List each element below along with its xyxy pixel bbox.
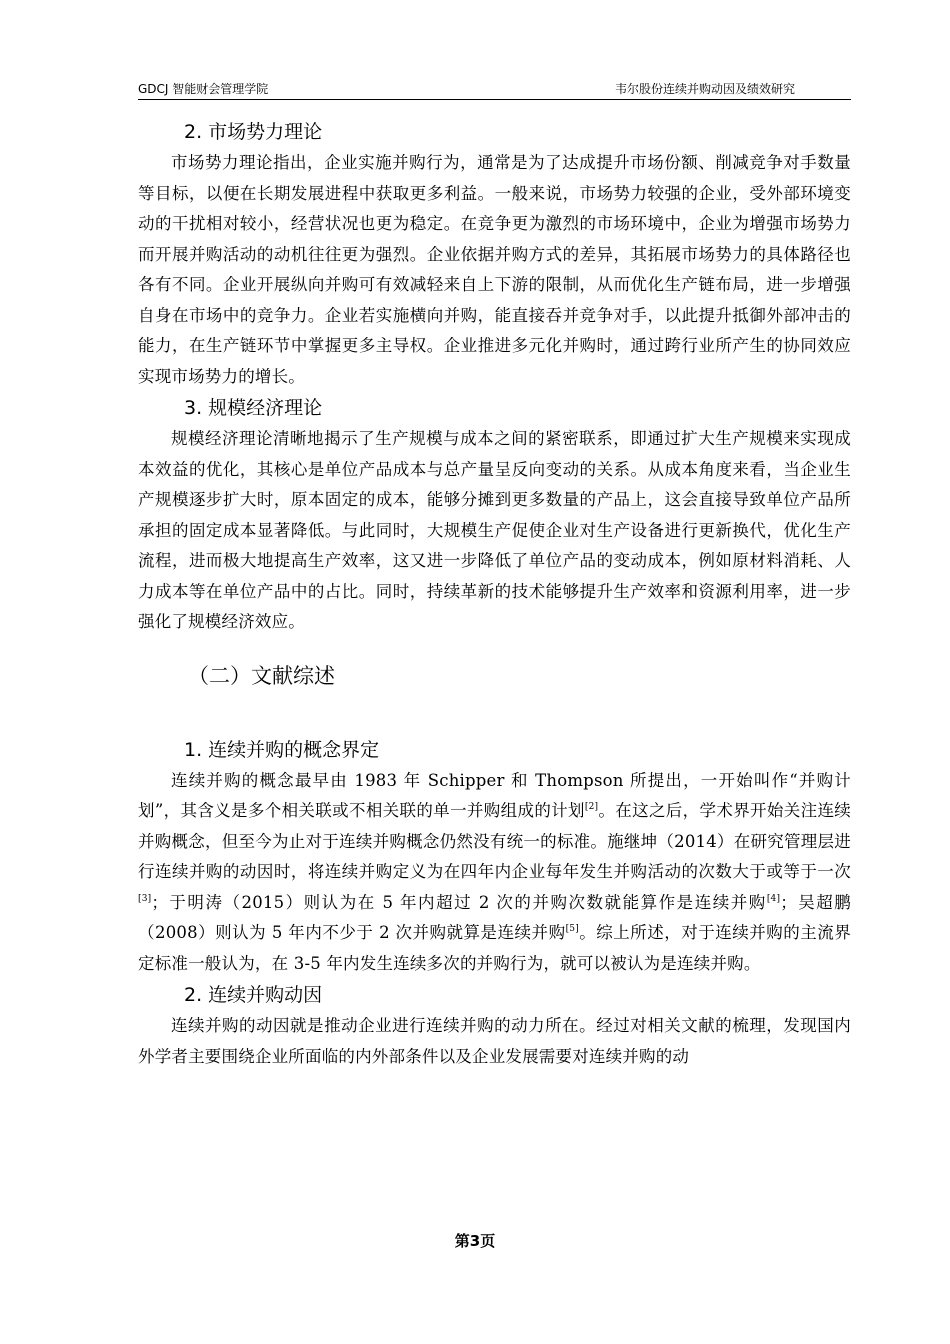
page-number: 第3页 bbox=[454, 1232, 496, 1250]
paragraph-market-power-theory: 市场势力理论指出，企业实施并购行为，通常是为了达成提升市场份额、削减竞争对手数量等目标，以便在长期发展进程中获取更多利益。一般来说，市场势力较强的企业，受外部环境变动的干扰相对较小，经营状况也更为稳定。在竞争更为激烈的市场环境中，企业为增强市场势力而开展并购活动的动机往往更为强烈。企业依据并购方式的差异，其拓展市场势力的具体路径也各有不同。企业开展纵向并购可有效减轻来自上下游的限制，从而优化生产链布局，进一步增强自身在市场中的竞争力。企业若实施横向并购，能直接吞并竞争对手，以此提升抵御外部冲击的能力，在生产链环节中掌握更多主导权。企业推进多元化并购时，通过跨行业所产生的协同效应实现市场势力的增长。 bbox=[138, 153, 851, 386]
body-content bbox=[138, 116, 851, 1072]
heading-concept-definition: 1. 连续并购的概念界定 bbox=[184, 738, 380, 761]
citation-ref-3: [3] bbox=[138, 893, 152, 904]
concept-text-1: 连续并购的概念最早由 1983 年 Schipper 和 Thompson 所提出，一开始叫作“并购计划”，其含义是多个相关联或不相关联的单一并购组成的计划 bbox=[138, 770, 851, 820]
citation-ref-5: [5] bbox=[565, 924, 579, 934]
concept-text-2: 。在这之后，学术界开始关注连续并购概念，但至今为止对于连续并购概念仍然没有统一的标准。施继坤（2014）在研究管理层进行连续并购的动因时，将连续并购定义为在四年内企业每年发生并购活动的次数大于或等于一次 bbox=[138, 801, 851, 881]
paragraph-merger-motive: 连续并购的动因就是推动企业进行连续并购的动力所在。经过对相关文献的梳理，发现国内外学者主要围绕企业所面临的内外部条件以及企业发展需要对连续并购的动 bbox=[138, 1016, 851, 1066]
heading-market-power-theory: 2. 市场势力理论 bbox=[184, 121, 323, 143]
citation-ref-4: [4] bbox=[766, 893, 781, 904]
heading-merger-motive: 2. 连续并购动因 bbox=[184, 984, 323, 1006]
heading-scale-economy-theory: 3. 规模经济理论 bbox=[184, 397, 323, 419]
header-rule bbox=[138, 99, 851, 100]
running-header bbox=[138, 78, 851, 98]
citation-ref-2: [2] bbox=[584, 802, 599, 812]
concept-text-4: ；吴超鹏（2008）则认为 5 年内不少于 2 次并购就算是连续并购 bbox=[138, 892, 851, 942]
concept-text-5: 。综上所述，对于连续并购的主流界定标准一般认为，在 3-5 年内发生连续多次的并购行为，就可以被认为是连续并购。 bbox=[138, 923, 852, 973]
heading-literature-review: （二）文献综述 bbox=[188, 663, 335, 688]
paragraph-concept-definition bbox=[138, 766, 851, 980]
paragraph-scale-economy-theory: 规模经济理论清晰地揭示了生产规模与成本之间的紧密联系，即通过扩大生产规模来实现成本效益的优化，其核心是单位产品成本与总产量呈反向变动的关系。从成本角度来看，当企业生产规模逐步扩大时，原本固定的成本，能够分摊到更多数量的产品上，这会直接导致单位产品所承担的固定成本显著降低。与此同时，大规模生产促使企业对生产设备进行更新换代，优化生产流程，进而极大地提高生产效率，这又进一步降低了单位产品的变动成本，例如原材料消耗、人力成本等在单位产品中的占比。同时，持续革新的技术能够提升生产效率和资源利用率，进一步强化了规模经济效应。 bbox=[138, 429, 851, 631]
concept-text-3: ；于明涛（2015）则认为在 5 年内超过 2 次的并购次数就能算作是连续并购 bbox=[151, 892, 767, 912]
header-thesis-title: 韦尔股份连续并购动因及绩效研究 bbox=[614, 82, 795, 96]
header-institution: GDCJ 智能财会管理学院 bbox=[138, 82, 269, 96]
